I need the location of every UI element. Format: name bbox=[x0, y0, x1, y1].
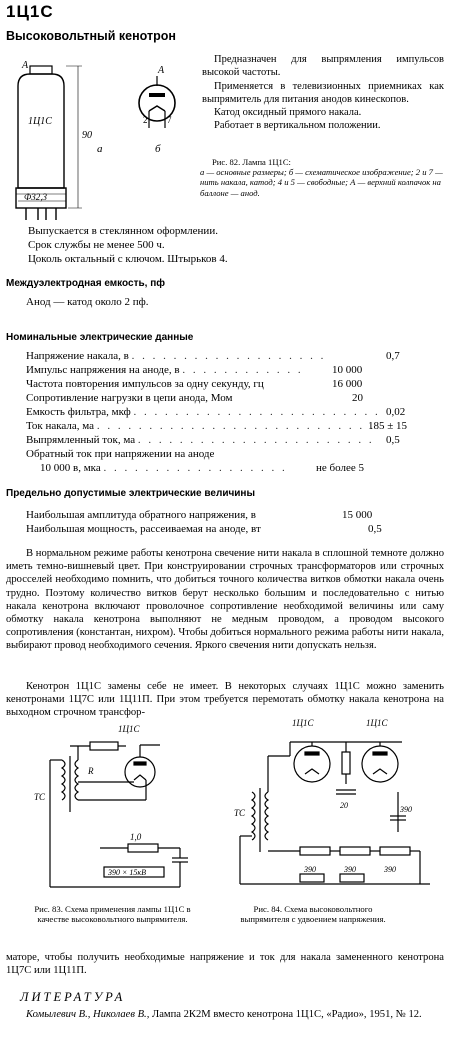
figure-82-drawing bbox=[0, 48, 200, 223]
description-line: Катод оксидный прямого накала. bbox=[214, 107, 362, 119]
description-line: Применяется в телевизионных приемниках как выпрямитель для питания анодов кинескопов. bbox=[202, 80, 444, 105]
fig83-c-value: 390 × 15кВ bbox=[108, 868, 147, 877]
tube-info bbox=[28, 224, 428, 267]
ratings-label: Выпрямленный ток, ма bbox=[26, 434, 136, 446]
fig84-c1-label: 20 bbox=[340, 801, 348, 810]
fig82-label-anode: А bbox=[22, 60, 29, 71]
ratings-label: Обратный ток при напряжении на аноде bbox=[26, 448, 215, 460]
ratings-value: 0,02 bbox=[386, 406, 406, 418]
figure-83-caption: Рис. 83. Схема применения лампы 1Ц1С в качестве высоковольтного выпрямителя. bbox=[34, 904, 191, 924]
ratings-label: Сопротивление нагрузки в цепи анода, Мом bbox=[26, 392, 233, 404]
figure-82-caption-lead: Рис. 82. Лампа 1Ц1С: bbox=[212, 157, 291, 167]
figure-82-caption bbox=[200, 157, 446, 198]
fig82-label-a: а bbox=[97, 143, 103, 155]
figures-83-84-schematics bbox=[0, 712, 449, 904]
fig83-r-label: R bbox=[88, 766, 94, 776]
limits-value: 0,5 bbox=[368, 523, 382, 535]
fig84-c4-label: 390 bbox=[344, 865, 356, 874]
ratings-value: 0,5 bbox=[386, 434, 400, 446]
capacitance-heading: Междуэлектродная емкость, пф bbox=[6, 278, 165, 289]
fig82-label-height: 90 bbox=[82, 130, 92, 141]
fig82-label-b: б bbox=[155, 143, 161, 155]
fig82-label-tube-mark: 1Ц1С bbox=[28, 116, 52, 127]
fig84-c3-label: 390 bbox=[304, 865, 316, 874]
limits-value: 15 000 bbox=[342, 509, 373, 521]
page-subtitle: Высоковольтный кенотрон bbox=[6, 29, 176, 43]
fig84-tube1-label: 1Ц1С bbox=[292, 718, 314, 728]
fig84-c2-label: 390 bbox=[400, 805, 412, 814]
limits-label: Наибольшая мощность, рассеиваемая на аноде, вт bbox=[26, 523, 261, 535]
reference-authors: Комылевич В., Николаев В., bbox=[26, 1009, 150, 1020]
figure-82-caption-body: а — основные размеры; б — схематическое изображение; 2 и 7 — нить накала, катод; 4 и 5 — свободные; А — верхний колпачок на баллоне — анод. bbox=[200, 167, 443, 198]
figure-84-caption: Рис. 84. Схема высоковольтного выпрямителя с удвоением напряжения. bbox=[240, 904, 386, 924]
info-line: Выпускается в стеклянном оформлении. bbox=[28, 225, 218, 237]
paragraph-1-text: В нормальном режиме работы кенотрона свечение нити накала в сплошной темноте должно иметь темно-вишневый цвет. При конструировании строчных трансформаторов или строчных дросселей необходимо помнить, что добиться точного количества витков обмотки накала очень трудно. Поэтому количество витков берут несколько большим и последовательно с нитью накала кенотрона включают проволочное сопротивление необходимой величины или саму обмотку накала кенотрона выполняют не медным проводом, а проводом высокого сопротивления (константан, нихром). Чтобы добиться нормального режима работы нити накала, выбирают провод необходимого сечения. Яркого свечения нити допускать нельзя. bbox=[6, 548, 444, 652]
ratings-label: Емкость фильтра, мкф bbox=[26, 406, 131, 418]
description-line: Предназначен для выпрямления импульсов высокой частоты. bbox=[202, 54, 444, 79]
ratings-label: Ток накала, ма bbox=[26, 420, 95, 432]
limits-heading: Предельно допустимые электрические величины bbox=[6, 488, 255, 499]
ratings-value: 10 000 bbox=[332, 364, 363, 376]
fig83-r-value: 1,0 bbox=[130, 832, 142, 842]
fig84-tube2-label: 1Ц1С bbox=[366, 718, 388, 728]
paragraph-1 bbox=[6, 547, 444, 653]
ratings-value: 185 ± 15 bbox=[368, 420, 408, 432]
fig84-tc-label: ТС bbox=[234, 808, 246, 818]
ratings-value: 16 000 bbox=[332, 378, 363, 390]
description bbox=[202, 53, 444, 133]
paragraph-2-text: Кенотрон 1Ц1С замены себе не имеет. В некоторых случаях 1Ц1С можно заменить кенотронами 1Ц7С или 1Ц11П. При этом требуется перемотать обмотку накала кенотрона на выходном строчном трансфор- bbox=[6, 681, 444, 719]
info-line: Срок службы не менее 500 ч. bbox=[28, 239, 165, 252]
fig82-label-pin2: 2 bbox=[143, 115, 148, 125]
figure-83-schematic bbox=[50, 742, 188, 887]
fig83-tc-label: ТС bbox=[34, 792, 46, 802]
ratings-heading: Номинальные электрические данные bbox=[6, 332, 194, 343]
ratings-value: 20 bbox=[352, 392, 363, 404]
limits-label: Наибольшая амплитуда обратного напряжения, в bbox=[26, 509, 256, 521]
paragraph-3 bbox=[6, 951, 444, 977]
fig84-c5-label: 390 bbox=[384, 865, 396, 874]
ratings-value: не более 5 bbox=[316, 462, 364, 474]
fig82-label-pin7: 7 bbox=[167, 115, 172, 125]
ratings-label: 10 000 в, мка bbox=[40, 462, 101, 474]
reference-text: Лампа 2К2М вместо кенотрона 1Ц1С, «Радио», 1951, № 12. bbox=[149, 1009, 422, 1020]
description-line: Работает в вертикальном положении. bbox=[214, 120, 381, 132]
info-line: Цоколь октальный с ключом. Штырьков 4. bbox=[28, 253, 228, 266]
page-title: 1Ц1С bbox=[6, 2, 54, 21]
literature-reference bbox=[6, 1008, 444, 1021]
ratings-label: Частота повторения импульсов за одну секунду, гц bbox=[26, 378, 264, 390]
ratings-label: Напряжение накала, в bbox=[26, 350, 129, 362]
fig82-label-pin-a: А bbox=[158, 65, 165, 76]
ratings-label: Импульс напряжения на аноде, в bbox=[26, 364, 180, 376]
fig82-label-diameter: Ф32,3 bbox=[24, 192, 47, 202]
fig83-tube-label: 1Ц1С bbox=[118, 724, 140, 734]
paragraph-3-text: маторе, чтобы получить необходимые напряжение и ток для накала замененного кенотрона 1Ц7С или 1Ц11П. bbox=[6, 952, 444, 977]
capacitance-line: Анод — катод около 2 пф. bbox=[26, 296, 149, 308]
literature-heading: ЛИТЕРАТУРА bbox=[20, 990, 126, 1004]
ratings-value: 0,7 bbox=[386, 350, 400, 362]
